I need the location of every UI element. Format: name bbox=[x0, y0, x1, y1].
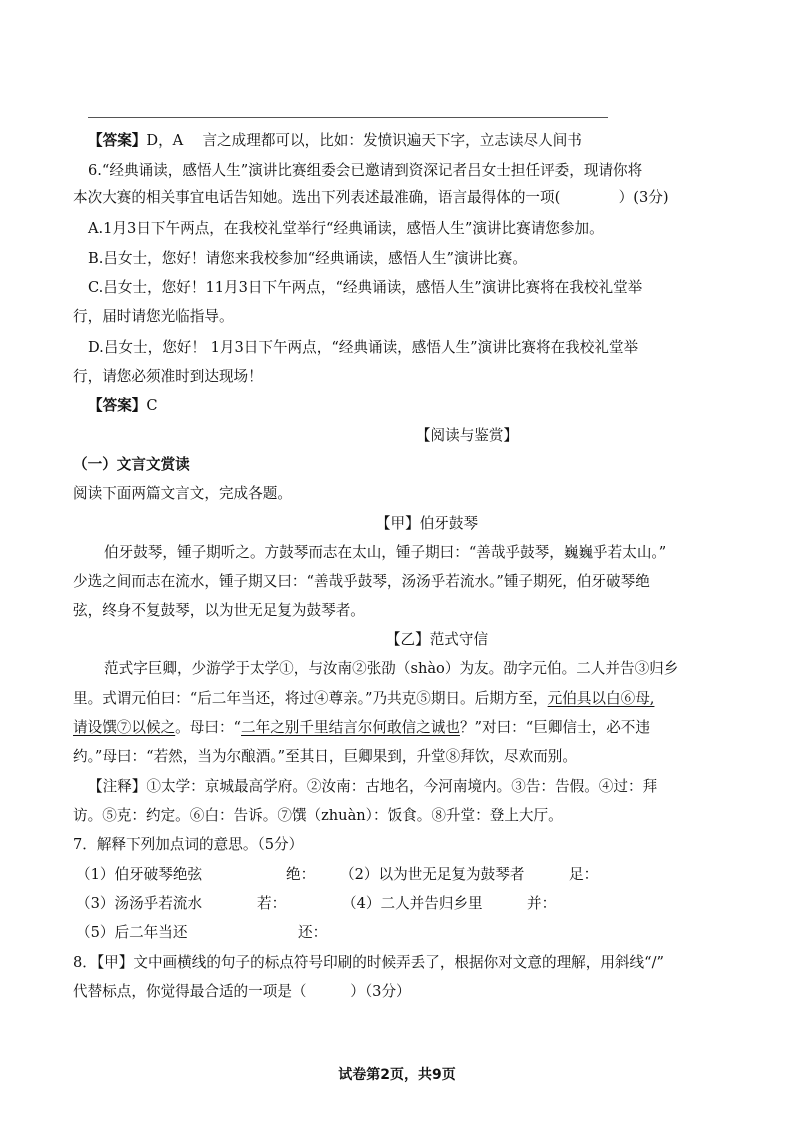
answer-text: C bbox=[146, 397, 158, 414]
answer-line-2 bbox=[88, 396, 158, 416]
passage-yi-text: 。母曰：“ bbox=[175, 719, 242, 736]
section-title: 【阅读与鉴赏】 bbox=[415, 427, 519, 444]
q6-option-c-line-2: 行，届时请您光临指导。 bbox=[73, 308, 234, 325]
passage-yi-line-1: 范式字巨卿，少游学于太学①，与汝南②张劭（shào）为友。劭字元伯。二人并告③归乡 bbox=[104, 660, 679, 677]
q7-word-1: 绝： bbox=[286, 866, 316, 883]
q6-option-b: B.吕女士，您好！请您来我校参加“经典诵读，感悟人生”演讲比赛。 bbox=[88, 250, 527, 267]
answer-label: 【答案】 bbox=[88, 132, 147, 149]
reading-intro: 阅读下面两篇文言文，完成各题。 bbox=[73, 485, 292, 502]
q6-option-d-line-2: 行，请您必须准时到达现场！ bbox=[73, 368, 263, 385]
q7-item-2: （2）以为世无足复为鼓琴者 bbox=[340, 866, 525, 883]
q6-stem-line-1: 6.“经典诵读，感悟人生”演讲比赛组委会已邀请到资深记者吕女士担任评委，现请你将 bbox=[88, 162, 643, 179]
subsection-title: （一）文言文赏读 bbox=[73, 456, 190, 473]
q7-word-3: 若： bbox=[257, 895, 287, 912]
underlined-sentence: 请设馔⑦以候之 bbox=[73, 719, 176, 736]
passage-yi-line-2 bbox=[73, 689, 654, 709]
passage-yi-line-3 bbox=[73, 718, 650, 738]
passage-yi-text: ？”对曰：“巨卿信士，必不违 bbox=[459, 719, 650, 736]
passage-yi-line-4: 约。”母曰：“若然，当为尔酿酒。”至其日，巨卿果到，升堂⑧拜饮，尽欢而别。 bbox=[73, 748, 577, 765]
answer-line-1 bbox=[88, 131, 582, 151]
q6-option-c-line-1: C.吕女士，您好！11月3日下午两点，“经典诵读，感悟人生”演讲比赛将在我校礼堂举 bbox=[88, 279, 643, 296]
notes-line-2: 访。⑤克：约定。⑥白：告诉。⑦馔（zhuàn）：饭食。⑧升堂：登上大厅。 bbox=[73, 807, 563, 824]
answer-text: D，A 言之成理都可以，比如：发愤识遍天下字，立志读尽人间书 bbox=[146, 132, 582, 149]
page-footer: 试卷第2页，共9页 bbox=[338, 1067, 456, 1083]
passage-jia-line-3: 弦，终身不复鼓琴，以为世无足复为鼓琴者。 bbox=[73, 602, 365, 619]
passage-jia-title: 【甲】伯牙鼓琴 bbox=[375, 515, 479, 532]
q6-option-d-line-1: D.吕女士，您好！ 1月3日下午两点，“经典诵读，感悟人生”演讲比赛将在我校礼堂举 bbox=[88, 339, 639, 356]
q7-item-3: （3）汤汤乎若流水 bbox=[76, 895, 203, 912]
q7-word-2: 足： bbox=[569, 866, 599, 883]
q7-item-1: （1）伯牙破琴绝弦 bbox=[76, 866, 203, 883]
passage-jia-line-1: 伯牙鼓琴，锺子期听之。方鼓琴而志在太山，锺子期曰：“善哉乎鼓琴，巍巍乎若太山。” bbox=[104, 544, 667, 561]
answer-label: 【答案】 bbox=[88, 397, 147, 414]
top-divider bbox=[88, 117, 608, 118]
q7-item-5: （5）后二年当还 bbox=[76, 924, 188, 941]
q7-item-4: （4）二人并告归乡里 bbox=[342, 895, 483, 912]
underlined-sentence: 二年之别千里结言尔何敢信之诚也 bbox=[241, 719, 460, 736]
notes-line-1: 【注释】①太学：京城最高学府。②汝南：古地名，今河南境内。③告：告假。④过：拜 bbox=[88, 778, 658, 795]
q7-word-5: 还： bbox=[298, 924, 328, 941]
passage-jia-line-2: 少选之间而志在流水，锺子期又曰：“善哉乎鼓琴，汤汤乎若流水。”锺子期死，伯牙破琴绝 bbox=[73, 573, 650, 590]
q7-word-4: 并： bbox=[527, 895, 557, 912]
passage-yi-title: 【乙】范式守信 bbox=[385, 631, 489, 648]
q6-stem-line-2: 本次大赛的相关事宜电话告知她。选出下列表述最准确，语言最得体的一项( ）(3分) bbox=[73, 189, 669, 206]
q6-option-a: A.1月3日下午两点，在我校礼堂举行“经典诵读，感悟人生”演讲比赛请您参加。 bbox=[88, 220, 604, 237]
q8-stem-line-2: 代替标点，你觉得最合适的一项是（ ）（3分） bbox=[73, 983, 411, 1000]
q7-stem: 7．解释下列加点词的意思。（5分） bbox=[73, 836, 304, 853]
q8-stem-line-1: 8．【甲】文中画横线的句子的标点符号印刷的时候弄丢了，根据你对文意的理解，用斜线“/” bbox=[73, 954, 664, 971]
passage-yi-text: 里。式谓元伯曰：“后二年当还，将过④尊亲。”乃共克⑤期日。后期方至， bbox=[73, 690, 548, 707]
underlined-sentence: 元伯具以白⑥母, bbox=[547, 690, 655, 707]
